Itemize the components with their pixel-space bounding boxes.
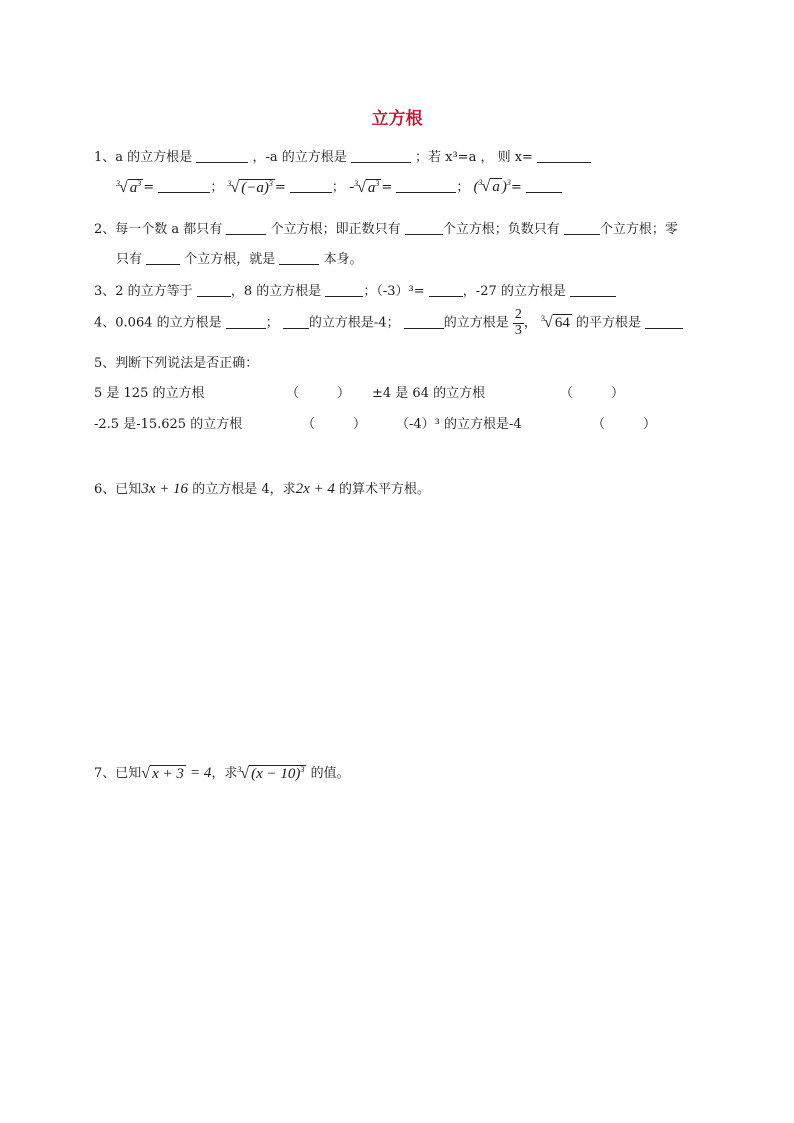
q6-text-b: 的立方根是 4，求 [192,482,296,497]
answer-blank[interactable] [158,180,210,193]
q6-text-a: 6、已知 [94,482,142,497]
answer-blank[interactable] [570,284,616,297]
answer-blank[interactable] [283,316,309,329]
q2-text-f: 个立方根，就是 [184,252,276,267]
answer-blank[interactable] [197,284,231,297]
question-3 [94,280,616,299]
q6-expression-2: 2x + 4 [295,481,335,497]
question-2-line-2 [116,248,363,267]
q4-text-e: ， [523,315,537,331]
answer-blank[interactable] [396,180,456,193]
radicand-x-minus-10: (x − 10) [251,765,301,782]
cube-root-a-cubed: $^3$√ $a^3$ [116,178,142,196]
question-7 [94,762,350,783]
answer-blank[interactable] [645,316,683,329]
minus-sign: - [349,179,355,195]
q7-text-c: 的值。 [310,766,350,781]
q5-judge-paren-1[interactable]: （ ） [286,386,351,401]
fraction-denominator: 3 [514,322,522,338]
q7-text-b: ，求 [211,766,238,781]
q4-text-f: 的平方根是 [575,315,641,331]
q5-judge-paren-4[interactable]: （ ） [592,417,657,432]
q3-text-c: ；（-3）³= [363,284,425,299]
q5-statement-4: （-4）³ 的立方根是-4 [396,417,522,432]
page-title: 立方根 [371,109,423,129]
q7-text-a: 7、已知 [94,766,142,781]
radicand-x-plus-3: x + 3 [152,765,184,782]
question-2-line-1 [94,218,678,237]
q2-text-d: 个立方根；零 [599,222,678,237]
q4-text-b: ； [265,315,279,331]
question-1-line-1 [94,146,591,165]
q4-text-a: 4、0.064 的立方根是 [94,315,222,331]
question-6 [94,478,430,498]
q5-judge-paren-3[interactable]: （ ） [302,417,367,432]
q5-statement-1: 5 是 125 的立方根 [94,386,205,401]
answer-blank[interactable] [537,150,591,163]
neg-cube-root-a-cubed: $^3$√ $a^3$ [354,178,380,196]
q7-equals: = 4 [189,765,212,781]
q6-expression-1: 3x + 16 [141,481,189,497]
q5-statement-3: -2.5 是-15.625 的立方根 [94,417,243,432]
q3-text-b: ，8 的立方根是 [230,284,322,299]
answer-blank[interactable] [405,222,443,235]
q6-text-c: 的算术平方根。 [339,482,431,497]
q2-text-g: 本身。 [323,252,363,267]
q1-text-a: 1、a 的立方根是 [94,150,193,165]
fraction-numerator: 2 [514,307,522,322]
sqrt-x-plus-3: √ x + 3 [141,764,184,782]
q5-statement-2: ±4 是 64 的立方根 [372,386,486,401]
separator: ； [210,180,224,195]
answer-blank[interactable] [526,180,562,193]
cube-root-64: $^3$√ 64 [541,314,570,332]
answer-blank[interactable] [196,150,248,163]
answer-blank[interactable] [146,252,180,265]
answer-blank[interactable] [226,222,266,235]
answer-blank[interactable] [290,180,332,193]
q5-judge-paren-2[interactable]: （ ） [560,386,625,401]
answer-blank[interactable] [564,222,600,235]
cube-root-a-cubed-outer: ($^3$√ a )$^3$ [473,178,511,195]
answer-blank[interactable] [351,150,411,163]
radicand-64: 64 [554,315,570,332]
question-5-head: 5、判断下列说法是否正确： [94,356,259,371]
q1-text-c: ；若 x³=a ， 则 x= [415,150,533,165]
q1-text-b: ，-a 的立方根是 [252,150,347,165]
answer-blank[interactable] [279,252,319,265]
answer-blank[interactable] [429,284,463,297]
answer-blank[interactable] [404,316,444,329]
separator: ； [456,180,470,195]
answer-blank[interactable] [325,284,363,297]
q3-text-a: 3、2 的立方等于 [94,284,193,299]
answer-blank[interactable] [226,316,266,329]
q2-text-a: 2、每一个数 a 都只有 [94,222,223,237]
q3-text-d: ，-27 的立方根是 [462,284,566,299]
q2-text-b: 个立方根；即正数只有 [270,222,401,237]
cube-root-x-minus-10-cubed: $^3$√ $(x - 10)^3$ [237,764,305,782]
q4-text-c: 的立方根是-4； [308,315,400,331]
question-4 [94,308,683,338]
q4-text-d: 的立方根是 [443,315,509,331]
separator: ； [331,180,345,195]
q2-text-e: 只有 [116,252,143,267]
cube-root-neg-a-cubed: $^3$√ $(-a)^3$ [227,178,273,196]
q2-text-c: 个立方根；负数只有 [442,222,560,237]
fraction-two-thirds [513,308,524,338]
question-1-line-2: $^3$√ $a^3$ = ； $^3$√ $(-a)^3$ = ； -$^3$√ $a^3$ = ； ($^3$√ a )$^3$= [116,176,562,197]
